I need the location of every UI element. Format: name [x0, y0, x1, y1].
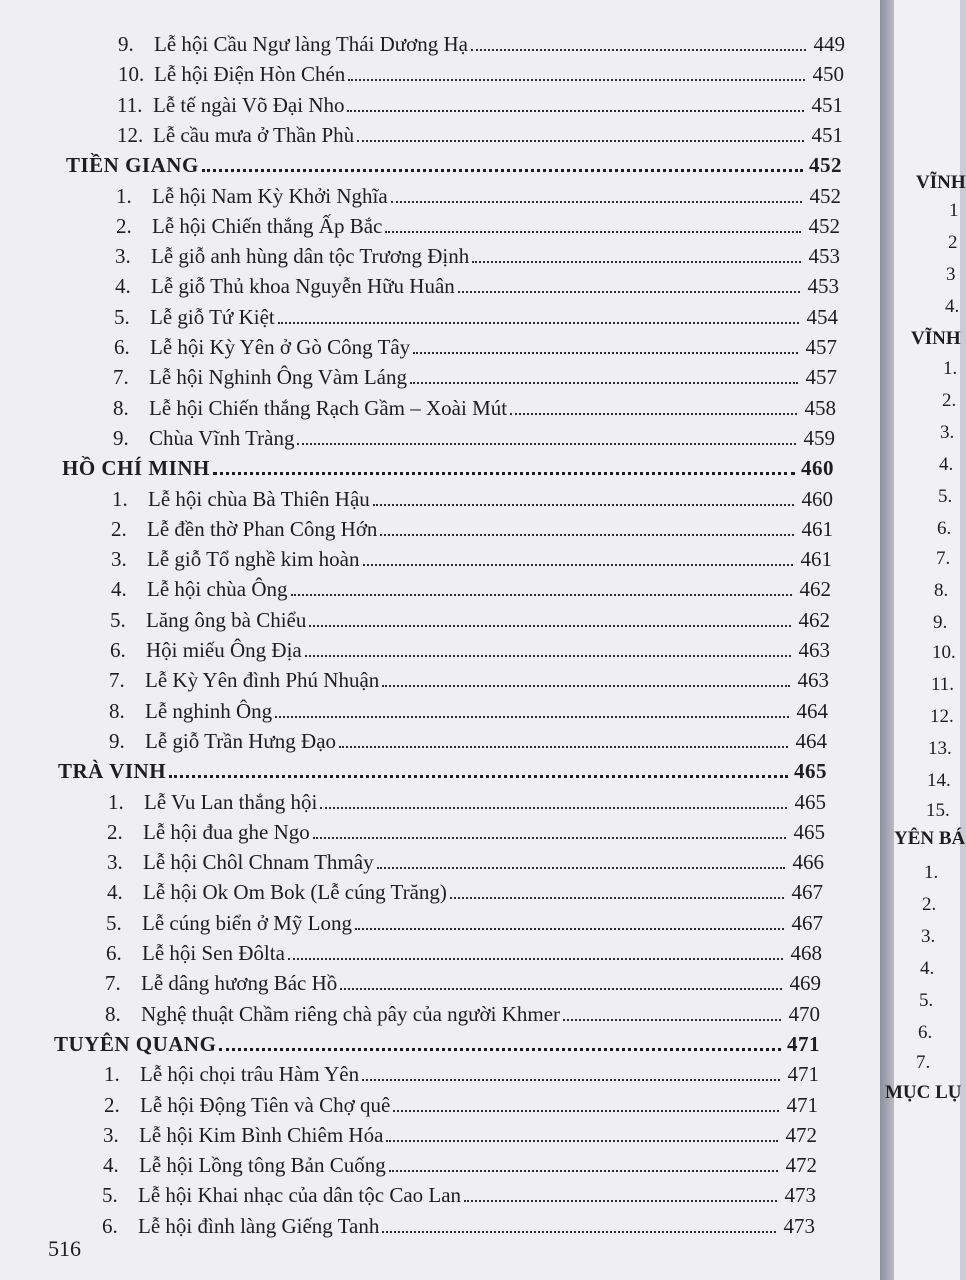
entry-number: 9. [113, 425, 129, 450]
right-section-heading: VĨNH [911, 328, 961, 349]
toc-entry-row [102, 1210, 815, 1238]
entry-page-number: 454 [806, 304, 838, 329]
entry-title: Lễ hội Cầu Ngư làng Thái Dương Hạ [154, 32, 469, 56]
entry-page-number: 461 [801, 516, 833, 541]
entry-title: Lễ giỗ Thủ khoa Nguyễn Hữu Huân [151, 274, 455, 299]
entry-number: 11. [117, 92, 143, 117]
right-entry-number: 15. [926, 800, 950, 821]
dot-leader [320, 807, 787, 809]
page-number: 516 [48, 1236, 81, 1261]
entry-number: 4. [107, 880, 123, 905]
dot-leader [288, 958, 783, 960]
toc-entry-row [104, 1089, 818, 1117]
dot-leader [202, 169, 803, 172]
entry-title: Lễ hội Nghinh Ông Vàm Láng [149, 365, 407, 390]
dot-leader [340, 988, 782, 990]
entry-page-number: 472 [785, 1122, 817, 1147]
right-entry-number: 5. [919, 990, 934, 1011]
entry-title: Lễ hội chùa Ông [147, 577, 288, 602]
right-entry-number: 6. [937, 518, 952, 539]
right-entry-number: 10. [932, 642, 956, 663]
entry-title: Lăng ông bà Chiểu [146, 607, 307, 632]
right-entry-number: 3 [946, 264, 956, 285]
entry-page-number: 457 [805, 365, 837, 390]
dot-leader [382, 685, 790, 687]
dot-leader [297, 443, 796, 445]
toc-entry-row [115, 270, 839, 298]
toc-entry-row [118, 58, 844, 86]
right-entry-number: 1 [949, 200, 959, 221]
entry-page-number: 460 [801, 456, 834, 481]
right-entry-number: 11. [931, 674, 955, 695]
right-entry-number: 4. [939, 454, 954, 475]
entry-title: Lễ hội Nam Kỳ Khởi Nghĩa [152, 183, 388, 208]
entry-number: 1. [116, 183, 132, 208]
entry-title: Lễ hội Điện Hòn Chén [154, 62, 346, 87]
right-page-toc-fragment [885, 0, 966, 1280]
toc-entry-row [103, 1149, 817, 1177]
toc-entry-row [104, 1058, 819, 1086]
section-heading-row [66, 149, 842, 177]
dot-leader [393, 1110, 779, 1112]
entry-page-number: 461 [800, 547, 832, 572]
toc-entry-row [107, 846, 824, 874]
dot-leader [363, 564, 794, 566]
entry-page-number: 452 [808, 213, 840, 238]
dot-leader [563, 1019, 781, 1021]
entry-number: 5. [102, 1183, 118, 1208]
entry-page-number: 465 [793, 819, 825, 844]
toc-entry-row [102, 1179, 816, 1207]
entry-number: 12. [117, 122, 144, 147]
dot-leader [410, 382, 798, 384]
entry-page-number: 471 [787, 1031, 820, 1056]
entry-page-number: 468 [790, 941, 822, 965]
entry-number: 3. [107, 850, 123, 875]
right-entry-number: 6. [918, 1022, 933, 1043]
right-entry-number: 13. [928, 738, 952, 759]
entry-number: 9. [118, 32, 134, 56]
entry-number: 2. [116, 213, 132, 238]
right-entry-number: 2. [942, 390, 957, 411]
entry-number: 7. [105, 971, 121, 996]
entry-title: Lễ cúng biển ở Mỹ Long [142, 910, 352, 935]
entry-page-number: 463 [798, 638, 830, 662]
entry-number: 2. [111, 516, 127, 541]
right-entry-number: 4. [920, 958, 935, 979]
entry-number: 9. [109, 728, 125, 753]
entry-page-number: 467 [791, 910, 823, 935]
dot-leader [386, 1140, 778, 1142]
toc-entry-row [107, 876, 823, 904]
toc-entry-row [103, 1119, 817, 1147]
entry-title: Lễ hội Chiến thắng Rạch Gầm – Xoài Mút [149, 395, 508, 420]
entry-title: Lễ tế ngài Võ Đại Nho [153, 92, 345, 117]
section-heading-row [58, 755, 827, 783]
right-entry-number: 4. [945, 296, 960, 317]
entry-page-number: 464 [796, 698, 828, 723]
entry-page-number: 460 [801, 486, 833, 511]
toc-entry-row [109, 725, 827, 753]
entry-title: Lễ đền thờ Phan Công Hớn [147, 516, 378, 541]
entry-number: 5. [114, 304, 130, 329]
entry-title: Lễ giỗ Tứ Kiệt [150, 304, 275, 329]
entry-number: 6. [106, 941, 122, 965]
entry-page-number: 464 [795, 728, 827, 753]
entry-page-number: 459 [803, 425, 835, 450]
right-section-heading: VĨNH [916, 172, 966, 193]
entry-page-number: 467 [791, 880, 823, 905]
dot-leader [313, 837, 786, 839]
dot-leader [471, 49, 806, 51]
right-section-heading: YÊN BÁ [894, 828, 966, 849]
dot-leader [309, 625, 791, 627]
entry-page-number: 472 [785, 1153, 817, 1178]
entry-title: Lễ hội đua ghe Ngo [143, 819, 310, 844]
toc-entry-row [110, 604, 830, 632]
entry-number: 3. [103, 1122, 119, 1147]
dot-leader [275, 716, 789, 718]
dot-leader [380, 534, 794, 536]
dot-leader [510, 413, 797, 415]
toc-entry-row [112, 483, 833, 511]
toc-entry-row [113, 422, 835, 450]
entry-page-number: 451 [811, 92, 843, 117]
dot-leader [355, 928, 784, 930]
entry-number: 7. [113, 365, 129, 390]
dot-leader [362, 1079, 780, 1081]
dot-leader [291, 594, 792, 596]
entry-number: 8. [105, 1001, 121, 1026]
entry-page-number: 453 [808, 244, 840, 269]
entry-page-number: 452 [809, 183, 841, 208]
toc-entry-row [117, 89, 843, 117]
dot-leader [373, 504, 794, 506]
entry-number: 6. [110, 638, 126, 662]
dot-leader [472, 261, 801, 263]
entry-title: Lễ hội Chôl Chnam Thmây [143, 850, 374, 875]
entry-number: 10. [118, 62, 145, 87]
toc-entry-row [107, 816, 825, 844]
entry-number: 3. [115, 244, 131, 269]
toc-entry-row [110, 634, 830, 662]
dot-leader [413, 352, 798, 354]
toc-entry-row [109, 695, 828, 723]
entry-title: Lễ hội chùa Bà Thiên Hậu [148, 486, 370, 511]
entry-title: Lễ cầu mưa ở Thần Phù [153, 122, 355, 147]
entry-page-number: 452 [809, 153, 842, 178]
entry-page-number: 463 [797, 668, 829, 693]
toc-entry-row [114, 331, 837, 359]
section-heading-row [54, 1028, 820, 1056]
entry-page-number: 473 [783, 1213, 815, 1238]
entry-title: Lễ hội Sen Đôlta [142, 941, 285, 965]
entry-number: 8. [113, 395, 129, 420]
entry-title: Lễ hội Ok Om Bok (Lễ cúng Trăng) [143, 880, 447, 905]
entry-title: Chùa Vĩnh Tràng [149, 425, 295, 450]
section-title: TRÀ VINH [58, 759, 167, 784]
entry-page-number: 462 [799, 577, 831, 602]
toc-entry-row [106, 937, 822, 965]
toc-entry-row [111, 513, 833, 541]
toc-entry-row [108, 786, 826, 814]
entry-number: 5. [110, 607, 126, 632]
right-entry-number: 1. [943, 358, 958, 379]
entry-title: Lễ dâng hương Bác Hồ [141, 971, 338, 996]
entry-page-number: 458 [804, 395, 836, 420]
entry-number: 1. [108, 789, 124, 814]
toc-entry-row [105, 998, 820, 1026]
dot-leader [385, 231, 801, 233]
dot-leader [458, 291, 800, 293]
entry-title: Lễ hội Lồng tông Bản Cuống [139, 1153, 386, 1178]
entry-page-number: 473 [784, 1183, 816, 1208]
toc-entry-row [115, 240, 840, 268]
toc-entry-row [118, 28, 845, 56]
entry-number: 2. [107, 819, 123, 844]
entry-number: 4. [103, 1153, 119, 1178]
entry-page-number: 453 [807, 274, 839, 299]
entry-number: 7. [109, 668, 125, 693]
toc-entry-row [111, 573, 831, 601]
right-entry-number: 7. [936, 548, 951, 569]
entry-page-number: 462 [798, 607, 830, 632]
right-entry-number: 14. [927, 770, 951, 791]
entry-number: 1. [104, 1062, 120, 1087]
entry-number: 5. [106, 910, 122, 935]
entry-number: 3. [111, 547, 127, 572]
entry-title: Lễ Kỳ Yên đình Phú Nhuận [145, 668, 380, 693]
entry-page-number: 469 [789, 971, 821, 996]
dot-leader [347, 110, 804, 112]
entry-title: Lễ nghinh Ông [145, 698, 273, 723]
toc-entry-row [113, 361, 837, 389]
right-entry-number: 2 [948, 232, 958, 253]
entry-title: Lễ Vu Lan thắng hội [144, 789, 318, 814]
entry-title: Lễ hội Kỳ Yên ở Gò Công Tây [150, 335, 411, 359]
entry-title: Lễ hội đình làng Giếng Tanh [138, 1213, 380, 1238]
toc-entry-row [111, 543, 832, 571]
entry-number: 6. [102, 1213, 118, 1238]
entry-page-number: 457 [805, 335, 837, 359]
right-entry-number: 3. [921, 926, 936, 947]
toc-entry-row [116, 210, 840, 238]
entry-page-number: 450 [812, 62, 844, 87]
entry-number: 4. [115, 274, 131, 299]
entry-title: Lễ giỗ Tổ nghề kim hoàn [147, 547, 360, 572]
entry-number: 1. [112, 486, 128, 511]
section-title: TIỀN GIANG [66, 153, 199, 178]
entry-number: 4. [111, 577, 127, 602]
entry-title: Hội miếu Ông Địa [146, 638, 302, 662]
toc-entry-row [106, 907, 823, 935]
right-entry-number: 7. [916, 1052, 931, 1073]
dot-leader [348, 79, 805, 81]
entry-number: 2. [104, 1092, 120, 1117]
toc-entry-row [117, 119, 843, 147]
toc-entry-row [113, 392, 836, 420]
dot-leader [391, 201, 802, 203]
entry-title: Nghệ thuật Chầm riêng chà pây của người Khmer [141, 1001, 561, 1026]
right-entry-number: 9. [933, 612, 948, 633]
right-section-heading: MỤC LỤ [885, 1082, 962, 1103]
section-title: TUYÊN QUANG [54, 1031, 217, 1056]
entry-title: Lễ hội Khai nhạc của dân tộc Cao Lan [138, 1183, 462, 1208]
toc-entry-row [105, 967, 821, 995]
entry-title: Lễ hội Kim Bình Chiêm Hóa [139, 1122, 384, 1147]
dot-leader [339, 746, 788, 748]
entry-title: Lễ giỗ anh hùng dân tộc Trương Định [151, 244, 470, 269]
section-title: HỒ CHÍ MINH [62, 456, 210, 481]
dot-leader [219, 1048, 781, 1051]
entry-title: Lễ hội Chiến thắng Ấp Bắc [152, 213, 383, 238]
dot-leader [357, 140, 804, 142]
entry-page-number: 471 [786, 1092, 818, 1117]
dot-leader [213, 472, 795, 475]
section-heading-row [62, 452, 834, 480]
dot-leader [377, 867, 785, 869]
dot-leader [389, 1170, 778, 1172]
dot-leader [450, 897, 784, 899]
toc-entry-row [109, 664, 829, 692]
right-entry-number: 3. [940, 422, 955, 443]
dot-leader [305, 655, 791, 657]
entry-number: 6. [114, 335, 130, 359]
right-entry-number: 12. [930, 706, 954, 727]
dot-leader [464, 1200, 777, 1202]
dot-leader [169, 775, 788, 778]
entry-page-number: 465 [794, 759, 827, 784]
entry-page-number: 449 [813, 32, 845, 56]
toc-entry-row [114, 301, 838, 329]
entry-page-number: 471 [787, 1062, 819, 1087]
entry-title: Lễ hội Động Tiên và Chợ quê [140, 1092, 391, 1117]
dot-leader [382, 1231, 776, 1233]
right-entry-number: 8. [934, 580, 949, 601]
entry-number: 8. [109, 698, 125, 723]
entry-page-number: 465 [794, 789, 826, 814]
right-book-page [885, 0, 966, 1280]
toc-entry-row [116, 180, 841, 208]
right-entry-number: 5. [938, 486, 953, 507]
entry-title: Lễ giỗ Trần Hưng Đạo [145, 728, 337, 753]
right-entry-number: 1. [924, 862, 939, 883]
right-entry-number: 2. [922, 894, 937, 915]
entry-page-number: 451 [811, 122, 843, 147]
entry-page-number: 470 [788, 1001, 820, 1026]
dot-leader [278, 322, 799, 324]
entry-title: Lễ hội chọi trâu Hàm Yên [140, 1062, 360, 1087]
entry-page-number: 466 [792, 850, 824, 875]
